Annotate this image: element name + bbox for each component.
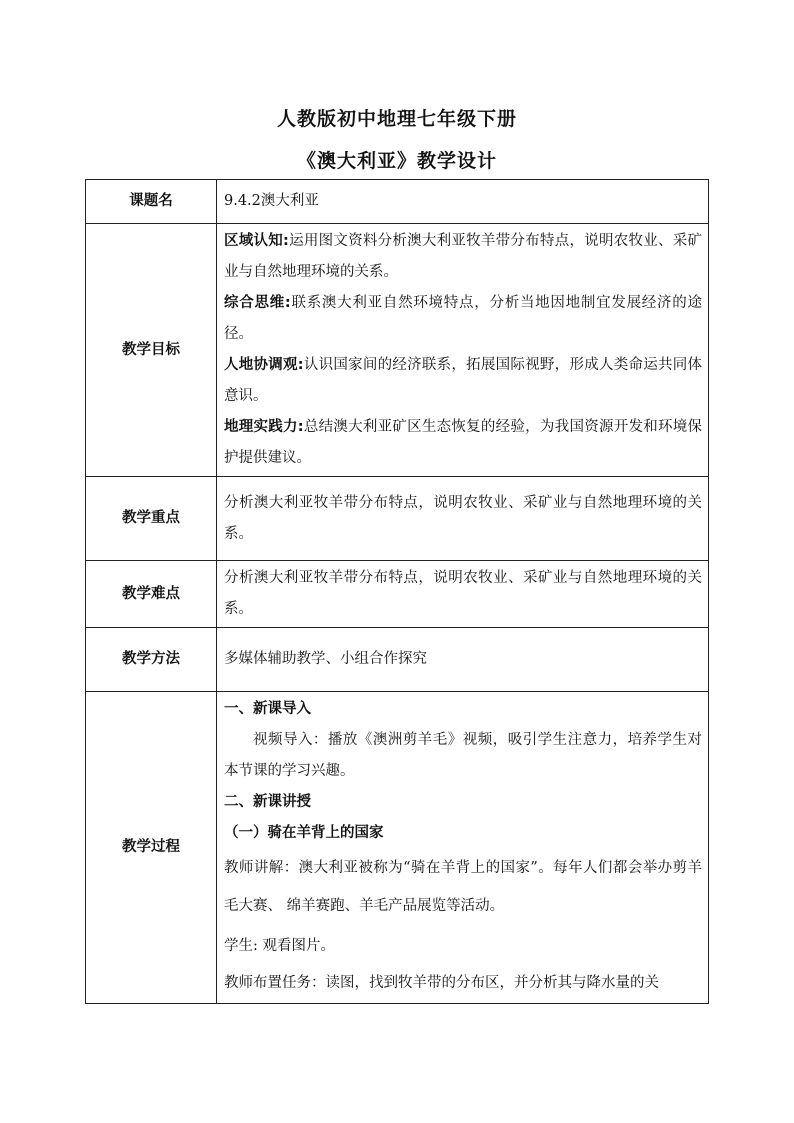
value-topic: 9.4.2澳大利亚: [217, 180, 709, 224]
objective-item: [224, 226, 702, 288]
objective-item: [224, 288, 702, 350]
lesson-plan-table: [85, 179, 709, 1004]
label-difficulties: 教学难点: [86, 561, 217, 628]
table-row-key-points: [86, 477, 709, 561]
objective-head: 区域认知:: [224, 233, 289, 249]
objective-text: 总结澳大利亚矿区生态恢复的经验，为我国资源开发和环境保护提供建议。: [224, 419, 702, 466]
value-process: [217, 692, 709, 1004]
label-objectives: 教学目标: [86, 224, 217, 477]
objective-head: 综合思维:: [224, 295, 291, 311]
student-activity: 学生: 观看图片。: [224, 938, 335, 954]
teacher-task: 教师布置任务：读图，找到牧羊带的分布区，并分析其与降水量的关: [224, 975, 659, 991]
section-heading: 一、新课导入: [224, 701, 311, 717]
intro-paragraph: 视频导入：播放《澳洲剪羊毛》视频，吸引学生注意力，培养学生对本节课的学习兴趣。: [224, 732, 702, 779]
objective-item: [224, 412, 702, 474]
subsection-heading: （一）骑在羊背上的国家: [224, 825, 384, 841]
objective-text: 运用图文资料分析澳大利亚牧羊带分布特点，说明农牧业、采矿业与自然地理环境的关系。: [224, 233, 702, 280]
value-difficulties: 分析澳大利亚牧羊带分布特点，说明农牧业、采矿业与自然地理环境的关系。: [217, 561, 709, 628]
value-methods: 多媒体辅助教学、小组合作探究: [217, 628, 709, 692]
objective-text: 认识国家间的经济联系，拓展国际视野，形成人类命运共同体意识。: [224, 357, 702, 404]
label-key-points: 教学重点: [86, 477, 217, 561]
objective-text: 联系澳大利亚自然环境特点，分析当地因地制宜发展经济的途径。: [224, 295, 702, 342]
objective-head: 人地协调观:: [224, 357, 304, 373]
label-methods: 教学方法: [86, 628, 217, 692]
table-row-objectives: [86, 224, 709, 477]
teacher-talk: 教师讲解：澳大利亚被称为“骑在羊背上的国家”。每年人们都会举办剪羊毛大赛、 绵羊赛跑、羊毛产品展览等活动。: [224, 860, 702, 914]
objective-head: 地理实践力:: [224, 419, 304, 435]
table-row-process: [86, 692, 709, 1004]
label-process: 教学过程: [86, 692, 217, 1004]
document-subtitle: 《澳大利亚》教学设计: [296, 150, 497, 172]
section-heading: 二、新课讲授: [224, 794, 311, 810]
table-row-topic: [86, 180, 709, 224]
document-title: 人教版初中地理七年级下册: [276, 108, 517, 130]
table-row-methods: [86, 628, 709, 692]
value-objectives: [217, 224, 709, 477]
objective-item: [224, 350, 702, 412]
value-key-points: 分析澳大利亚牧羊带分布特点，说明农牧业、采矿业与自然地理环境的关系。: [217, 477, 709, 561]
label-topic: 课题名: [86, 180, 217, 224]
table-row-difficulties: [86, 561, 709, 628]
